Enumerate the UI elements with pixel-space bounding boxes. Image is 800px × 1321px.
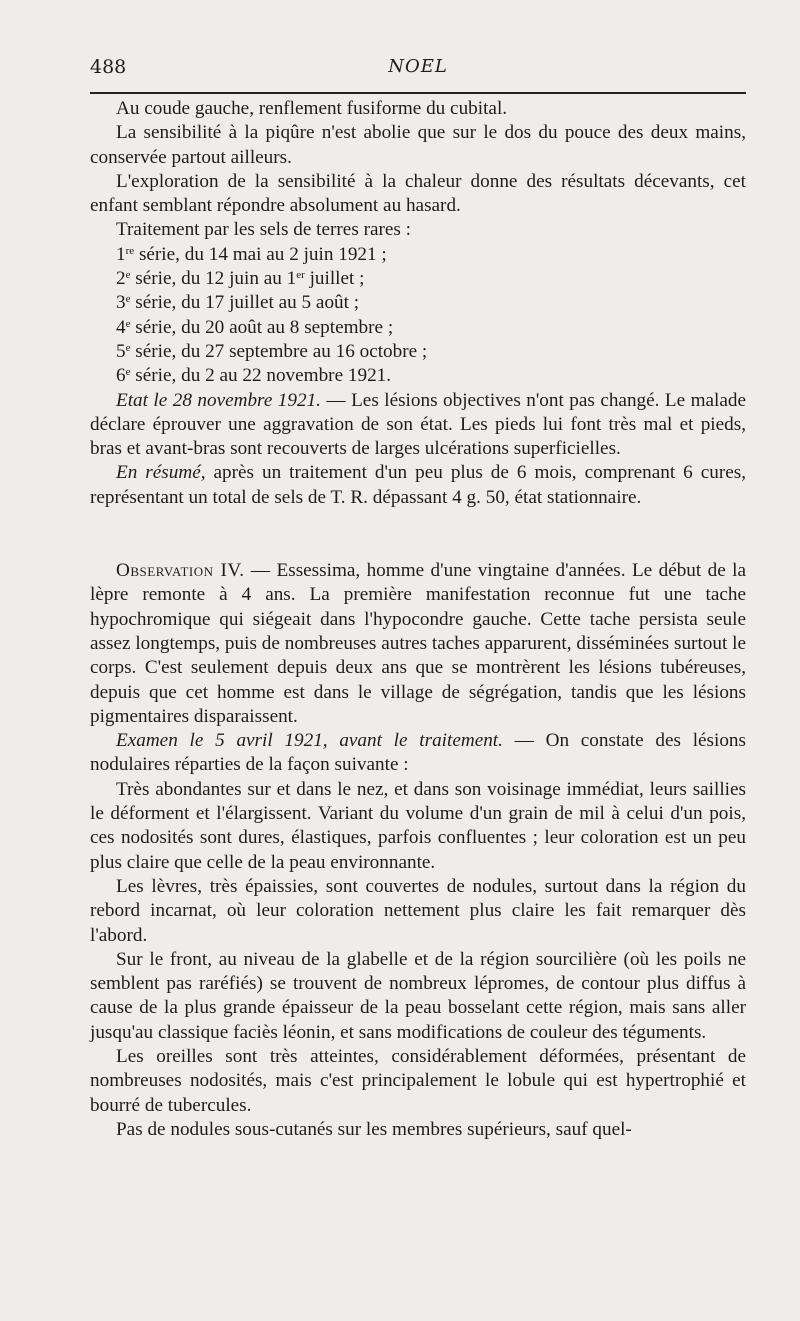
paragraph: Très abondantes sur et dans le nez, et dans son voisinage immédiat, leurs saillies le déforment et l'élargissent. Variant du volume d'un grain de mil à celui d'un pois, ces nodosités sont dures, élastiques, parfois confluentes ; leur coloration est un peu plus claire que celle de la peau environnante. bbox=[90, 778, 746, 873]
treatment-series-item: 4e série, du 20 août au 8 septembre ; bbox=[116, 316, 394, 338]
paragraph: Les oreilles sont très atteintes, considérablement déformées, présentant de nombreuses nodosités, mais c'est principalement le lobule qui est hypertrophié et bourré de tubercules. bbox=[90, 1045, 746, 1116]
page-header bbox=[90, 56, 746, 86]
treatment-series-item: 2e série, du 12 juin au 1er juillet ; bbox=[116, 268, 365, 290]
observation-heading-paragraph: Observation IV. — Essessima, homme d'une vingtaine d'années. Le début de la lèpre remonte à 4 ans. La première manifestation reconnue fut une tache hypochromique qui siégeait dans l'hypocondre gauche. Cette tache persista seule assez longtemps, puis de nombreuses autres taches apparurent, disséminées surtout le corps. C'est seulement depuis deux ans que se montrèrent les lésions tubéreuses, depuis que cet homme est dans le village de ségrégation, tandis que les lésions pigmentaires disparaissent. bbox=[90, 560, 746, 727]
treatment-series-item: 1re série, du 14 mai au 2 juin 1921 ; bbox=[116, 243, 387, 265]
paragraph: L'exploration de la sensibilité à la chaleur donne des résultats décevants, cet enfant semblant répondre absolument au hasard. bbox=[90, 170, 746, 217]
paragraph: Pas de nodules sous-cutanés sur les membres supérieurs, sauf quel- bbox=[116, 1118, 632, 1140]
running-title: NOEL bbox=[388, 56, 448, 77]
paragraph: En résumé, après un traitement d'un peu plus de 6 mois, comprenant 6 cures, représentant un total de sels de T. R. dépassant 4 g. 50, état stationnaire. bbox=[90, 462, 746, 508]
paragraph: Au coude gauche, renflement fusiforme du cubital. bbox=[116, 98, 508, 119]
treatment-series-item: 5e série, du 27 septembre au 16 octobre ; bbox=[116, 340, 428, 362]
page-number: 488 bbox=[90, 56, 127, 78]
page-body bbox=[90, 97, 746, 1142]
header-rule bbox=[90, 92, 746, 94]
paragraph: Les lèvres, très épaissies, sont couvertes de nodules, surtout dans la région du rebord incarnat, où leur coloration nettement plus claire les fait remarquer dès l'abord. bbox=[90, 875, 746, 946]
paragraph: La sensibilité à la piqûre n'est abolie que sur le dos du pouce des deux mains, conservée partout ailleurs. bbox=[90, 122, 746, 168]
paragraph: Etat le 28 novembre 1921. — Les lésions objectives n'ont pas changé. Le malade déclare éprouver une aggravation de son état. Les pieds lui font très mal et pieds, bras et avant-bras sont recouverts de larges ulcérations superficielles. bbox=[90, 389, 747, 460]
paragraph: Examen le 5 avril 1921, avant le traitement. — On constate des lésions nodulaires réparties de la façon suivante : bbox=[90, 730, 746, 776]
section-gap bbox=[90, 510, 746, 559]
treatment-series-item: 3e série, du 17 juillet au 5 août ; bbox=[116, 292, 360, 314]
paragraph: Sur le front, au niveau de la glabelle et de la région sourcilière (où les poils ne semblent pas raréfiés) se trouvent de nombreux lépromes, de contour plus diffus à cause de la plus grande épaisseur de la peau bosselant cette région, mais sans aller jusqu'au classique faciès léonin, et sans modifications de couleur des téguments. bbox=[90, 948, 746, 1043]
paragraph: Traitement par les sels de terres rares : bbox=[116, 219, 411, 241]
treatment-series-item: 6e série, du 2 au 22 novembre 1921. bbox=[116, 365, 392, 387]
